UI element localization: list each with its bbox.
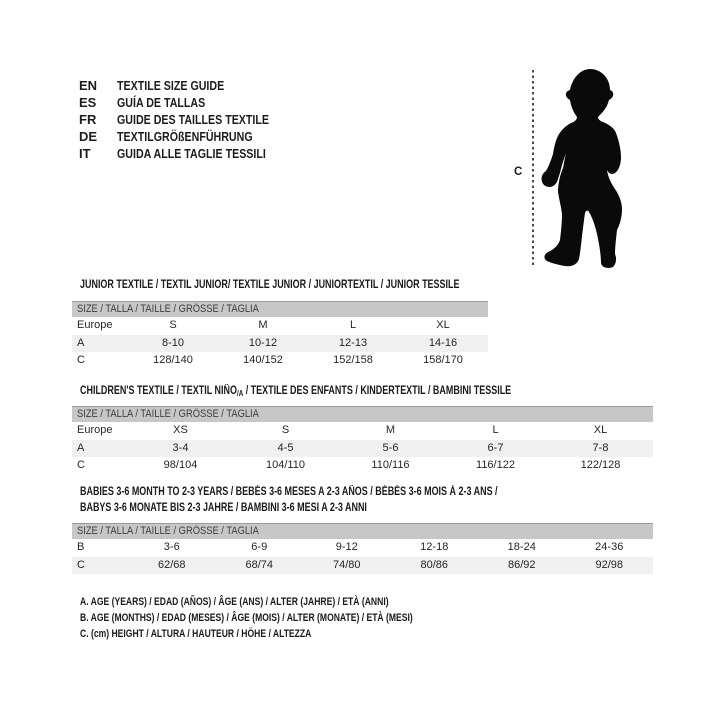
size-cell: L [492, 424, 499, 436]
title-subscript: /A [236, 389, 244, 398]
language-label: TEXTILGRÖßENFÜHRUNG [117, 129, 253, 144]
table-row [72, 422, 653, 440]
table-row [72, 557, 653, 575]
size-cell: 122/128 [580, 459, 621, 471]
row-label: C [77, 459, 85, 471]
language-code: ES [79, 95, 97, 110]
children-table-title [80, 383, 633, 402]
table-row [72, 539, 653, 557]
size-cell: 24-36 [595, 541, 624, 553]
size-cell: 3-6 [163, 541, 180, 553]
size-cell: 110/116 [371, 459, 410, 471]
size-cell: 7-8 [592, 441, 609, 454]
baby-silhouette-icon [535, 62, 645, 274]
size-cell: L [349, 319, 357, 331]
table-title-line [80, 500, 615, 516]
language-row [79, 77, 302, 94]
size-cell: 98/104 [163, 459, 198, 471]
size-cell: 10-12 [248, 336, 278, 349]
language-code: EN [79, 78, 98, 93]
size-cell: XS [173, 424, 188, 436]
size-cell: 6-9 [251, 541, 268, 553]
junior-table-title [80, 277, 566, 293]
size-header-bar [72, 406, 653, 422]
size-header-label: SIZE / TALLA / TAILLE / GRÖSSE / TAGLIA [77, 525, 259, 537]
language-label: GUÍA DE TALLAS [117, 95, 206, 110]
size-cell: 86/92 [507, 558, 536, 571]
size-cell: 8-10 [161, 336, 185, 349]
legend-text: C. (cm) HEIGHT / ALTURA / HAUTEUR / HÖHE / ALTEZZA [80, 628, 312, 640]
language-code: DE [79, 129, 98, 144]
size-header-label: SIZE / TALLA / TAILLE / GRÖSSE / TAGLIA [77, 303, 259, 315]
babies-table-title [80, 484, 615, 516]
size-cell: 128/140 [153, 354, 193, 366]
table-title-text [80, 500, 367, 516]
height-measure-dashed-line [532, 70, 534, 268]
size-cell: M [258, 319, 268, 331]
babies-size-table [72, 523, 653, 574]
table-rows [72, 317, 488, 370]
size-cell: 14-16 [428, 336, 458, 349]
table-row [72, 352, 488, 370]
table-row [72, 440, 653, 458]
table-rows [72, 539, 653, 574]
table-title-line [80, 484, 615, 500]
table-row [72, 317, 488, 335]
size-cell: 5-6 [382, 441, 399, 454]
size-cell: 62/68 [157, 558, 186, 571]
legend-line [80, 626, 507, 642]
language-row [79, 128, 302, 145]
size-header-label: SIZE / TALLA / TAILLE / GRÖSSE / TAGLIA [77, 408, 259, 420]
size-cell: 152/158 [333, 354, 373, 366]
size-cell: 92/98 [595, 558, 624, 571]
size-cell: 6-7 [487, 441, 504, 454]
size-header-bar [72, 523, 653, 539]
size-cell: 140/152 [243, 354, 283, 366]
size-cell: 4-5 [277, 441, 294, 454]
table-title-text [80, 277, 459, 293]
height-marker-label: C [514, 166, 523, 178]
size-cell: 74/80 [332, 558, 361, 571]
language-code: IT [79, 146, 91, 161]
legend-text: A. AGE (YEARS) / EDAD (AÑOS) / ÂGE (ANS) / ALTER (JAHRE) / ETÀ (ANNI) [80, 596, 389, 608]
language-label: GUIDE DES TAILLES TEXTILE [117, 112, 270, 127]
size-cell: S [281, 424, 290, 436]
size-cell: XL [436, 319, 450, 331]
language-list [79, 77, 302, 162]
size-cell: 9-12 [335, 541, 358, 553]
size-cell: 12-13 [338, 336, 368, 349]
title-segment: BABYS 3-6 MONATE BIS 2-3 JAHRE / BAMBINI 3-6 MESI A 2-3 ANNI [80, 502, 367, 514]
size-cell: 158/170 [423, 354, 463, 366]
table-title-text [80, 383, 511, 402]
language-label: GUIDA ALLE TAGLIE TESSILI [117, 146, 266, 161]
table-row [72, 457, 653, 475]
table-title-line [80, 383, 633, 402]
row-label: Europe [77, 319, 113, 331]
size-cell: 12-18 [420, 541, 449, 553]
size-cell: S [169, 319, 177, 331]
legend-line [80, 594, 507, 610]
language-code: FR [79, 112, 97, 127]
title-segment: / TEXTILE DES ENFANTS / KINDERTEXTIL / BAMBINI TESSILE [243, 385, 512, 397]
row-label: B [77, 541, 85, 553]
table-rows [72, 422, 653, 475]
legend [80, 594, 507, 642]
children-size-table [72, 406, 653, 475]
legend-text: B. AGE (MONTHS) / EDAD (MESES) / ÂGE (MOIS) / ALTER (MONATE) / ETÀ (MESI) [80, 612, 413, 624]
legend-line [80, 610, 507, 626]
row-label: Europe [77, 424, 113, 436]
size-cell: 3-4 [172, 441, 189, 454]
table-row [72, 335, 488, 353]
language-row [79, 94, 302, 111]
size-cell: 116/122 [476, 459, 515, 471]
size-cell: 80/86 [420, 558, 449, 571]
title-segment: BABIES 3-6 MONTH TO 2-3 YEARS / BEBÉS 3-6 MESES A 2-3 AÑOS / BÉBÉS 3-6 MOIS À 2-3 ANS / [80, 486, 498, 498]
language-row [79, 111, 302, 128]
size-cell: 104/110 [266, 459, 305, 471]
table-title-text [80, 484, 498, 500]
junior-size-table [72, 301, 488, 370]
title-segment: CHILDREN'S TEXTILE / TEXTIL NIÑO [80, 385, 237, 397]
size-cell: 18-24 [507, 541, 536, 553]
row-label: A [77, 441, 85, 454]
table-title-line [80, 277, 566, 293]
size-cell: XL [593, 424, 608, 436]
size-cell: 68/74 [245, 558, 274, 571]
language-label: TEXTILE SIZE GUIDE [117, 78, 225, 93]
row-label: C [77, 354, 85, 366]
row-label: C [77, 558, 85, 571]
language-row [79, 145, 302, 162]
title-segment: JUNIOR TEXTILE / TEXTIL JUNIOR/ TEXTILE JUNIOR / JUNIORTEXTIL / JUNIOR TESSILE [80, 279, 460, 291]
size-cell: M [385, 424, 396, 436]
row-label: A [77, 336, 85, 349]
size-header-bar [72, 301, 488, 317]
